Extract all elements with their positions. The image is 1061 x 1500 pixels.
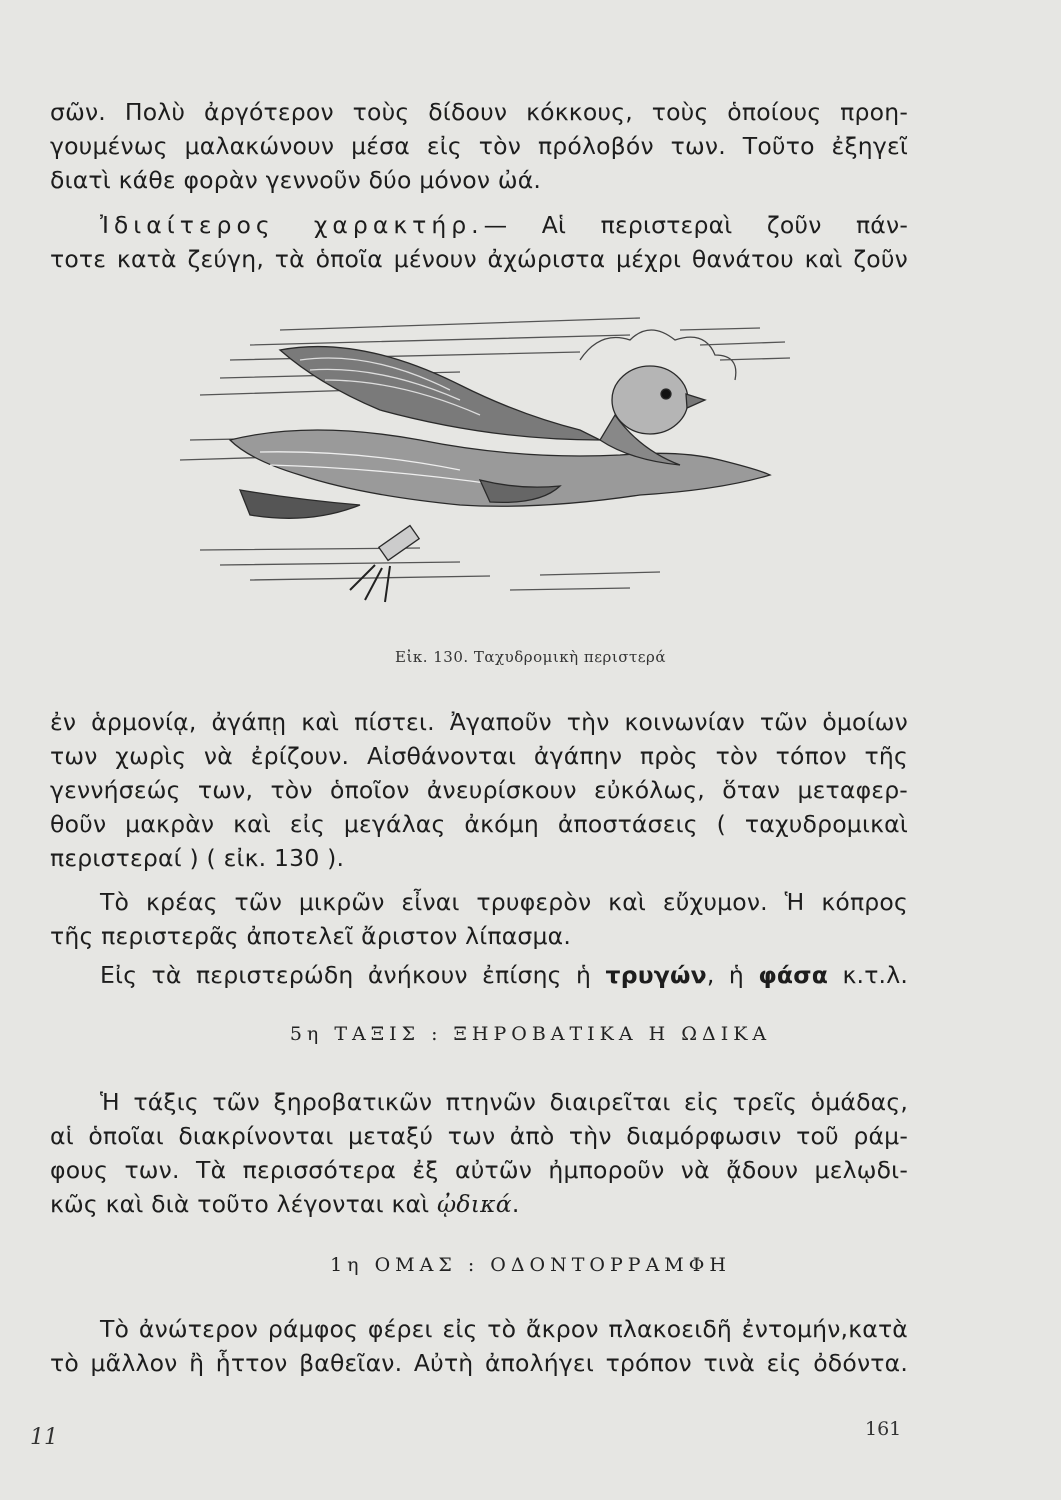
text-line: τῆς περιστερᾶς ἀποτελεῖ ἄριστον λίπασμα. <box>50 922 572 950</box>
page-number: 161 <box>865 1418 902 1440</box>
paragraph-meat <box>50 885 908 953</box>
text-line <box>50 1187 908 1221</box>
signature-mark: 11 <box>30 1425 58 1450</box>
text-line: τὸ μᾶλλον ἢ ἧττον βαθεῖαν. Αὐτὴ ἀπολήγει τρόπον τινὰ εἰς ὀδόντα. <box>50 1349 908 1377</box>
text-line: γουμένως μαλακώνουν μέσα εἰς τὸν πρόλοβόν των. Τοῦτο ἐξηγεῖ <box>50 132 908 160</box>
text-run: . <box>511 1190 520 1218</box>
bold-term: φάσα <box>758 961 829 989</box>
carrier-pigeon-illustration <box>160 290 800 645</box>
text-run: κ.τ.λ. <box>828 961 909 989</box>
paragraph-character <box>50 208 908 276</box>
paragraph-feeding <box>50 95 908 197</box>
text-line <box>50 208 908 242</box>
text-line: σῶν. Πολὺ ἀργότερον τοὺς δίδουν κόκκους, τοὺς ὁποίους προη- <box>50 98 908 126</box>
text-run: , ἡ <box>706 961 759 989</box>
text-line: γεννήσεώς των, τὸν ὁποῖον ἀνευρίσκουν εὐκόλως, ὅταν μεταφερ- <box>50 776 908 804</box>
text-line: φους των. Τὰ περισσότερα ἐξ αὐτῶν ἠμποροῦν νὰ ᾄδουν μελῳδι- <box>50 1156 908 1184</box>
section-heading-group: 1η ΟΜΑΣ : ΟΔΟΝΤΟΡΡΑΜΦΗ <box>330 1254 731 1276</box>
paragraph-order <box>50 1085 908 1221</box>
bold-term: τρυγών <box>605 961 707 989</box>
section-heading-order: 5η ΤΑΞΙΣ : ΞΗΡΟΒΑΤΙΚΑ Η ΩΔΙΚΑ <box>289 1023 772 1045</box>
text-line: ἐν ἁρμονίᾳ, ἀγάπῃ καὶ πίστει. Ἀγαποῦν τὴν κοινωνίαν τῶν ὁμοίων <box>50 708 908 736</box>
paragraph-relatives <box>50 958 908 992</box>
text-line: διατὶ κάθε φορὰν γεννοῦν δύο μόνον ὠά. <box>50 166 542 194</box>
text-line <box>50 958 908 992</box>
italic-term: ᾠδικά <box>437 1190 512 1218</box>
figure-caption: Εἰκ. 130. Ταχυδρομικὴ περιστερά <box>395 648 666 666</box>
text-line: των χωρὶς νὰ ἐρίζουν. Αἰσθάνονται ἀγάπην πρὸς τὸν τόπον τῆς <box>50 742 908 770</box>
text-line: αἱ ὁποῖαι διακρίνονται μεταξύ των ἀπὸ τὴν διαμόρφωσιν τοῦ ράμ- <box>50 1122 908 1150</box>
section-run-in-title: Ἰδιαίτερος χαρακτήρ. <box>100 211 484 239</box>
text-line: Τὸ κρέας τῶν μικρῶν εἶναι τρυφερὸν καὶ εὔχυμον. Ἡ κόπρος <box>100 888 908 916</box>
text-run: Εἰς τὰ περιστερώδη ἀνήκουν ἐπίσης ἡ <box>100 961 606 989</box>
paragraph-beak <box>50 1312 908 1380</box>
text-run: — Αἱ περιστεραὶ ζοῦν πάν- <box>483 211 908 239</box>
paragraph-harmony <box>50 705 908 875</box>
text-line: θοῦν μακρὰν καὶ εἰς μεγάλας ἀκόμη ἀποστάσεις ( ταχυδρομικαὶ <box>50 810 908 838</box>
text-line: Τὸ ἀνώτερον ράμφος φέρει εἰς τὸ ἄκρον πλακοειδῆ ἐντομήν,κατὰ <box>100 1315 908 1343</box>
text-line: τοτε κατὰ ζεύγη, τὰ ὁποῖα μένουν ἀχώριστα μέχρι θανάτου καὶ ζοῦν <box>50 245 908 273</box>
text-run: κῶς καὶ διὰ τοῦτο λέγονται καὶ <box>50 1190 438 1218</box>
text-line: περιστεραί ) ( εἰκ. 130 ). <box>50 844 345 872</box>
text-line: Ἡ τάξις τῶν ξηροβατικῶν πτηνῶν διαιρεῖται εἰς τρεῖς ὁμάδας, <box>100 1088 908 1116</box>
